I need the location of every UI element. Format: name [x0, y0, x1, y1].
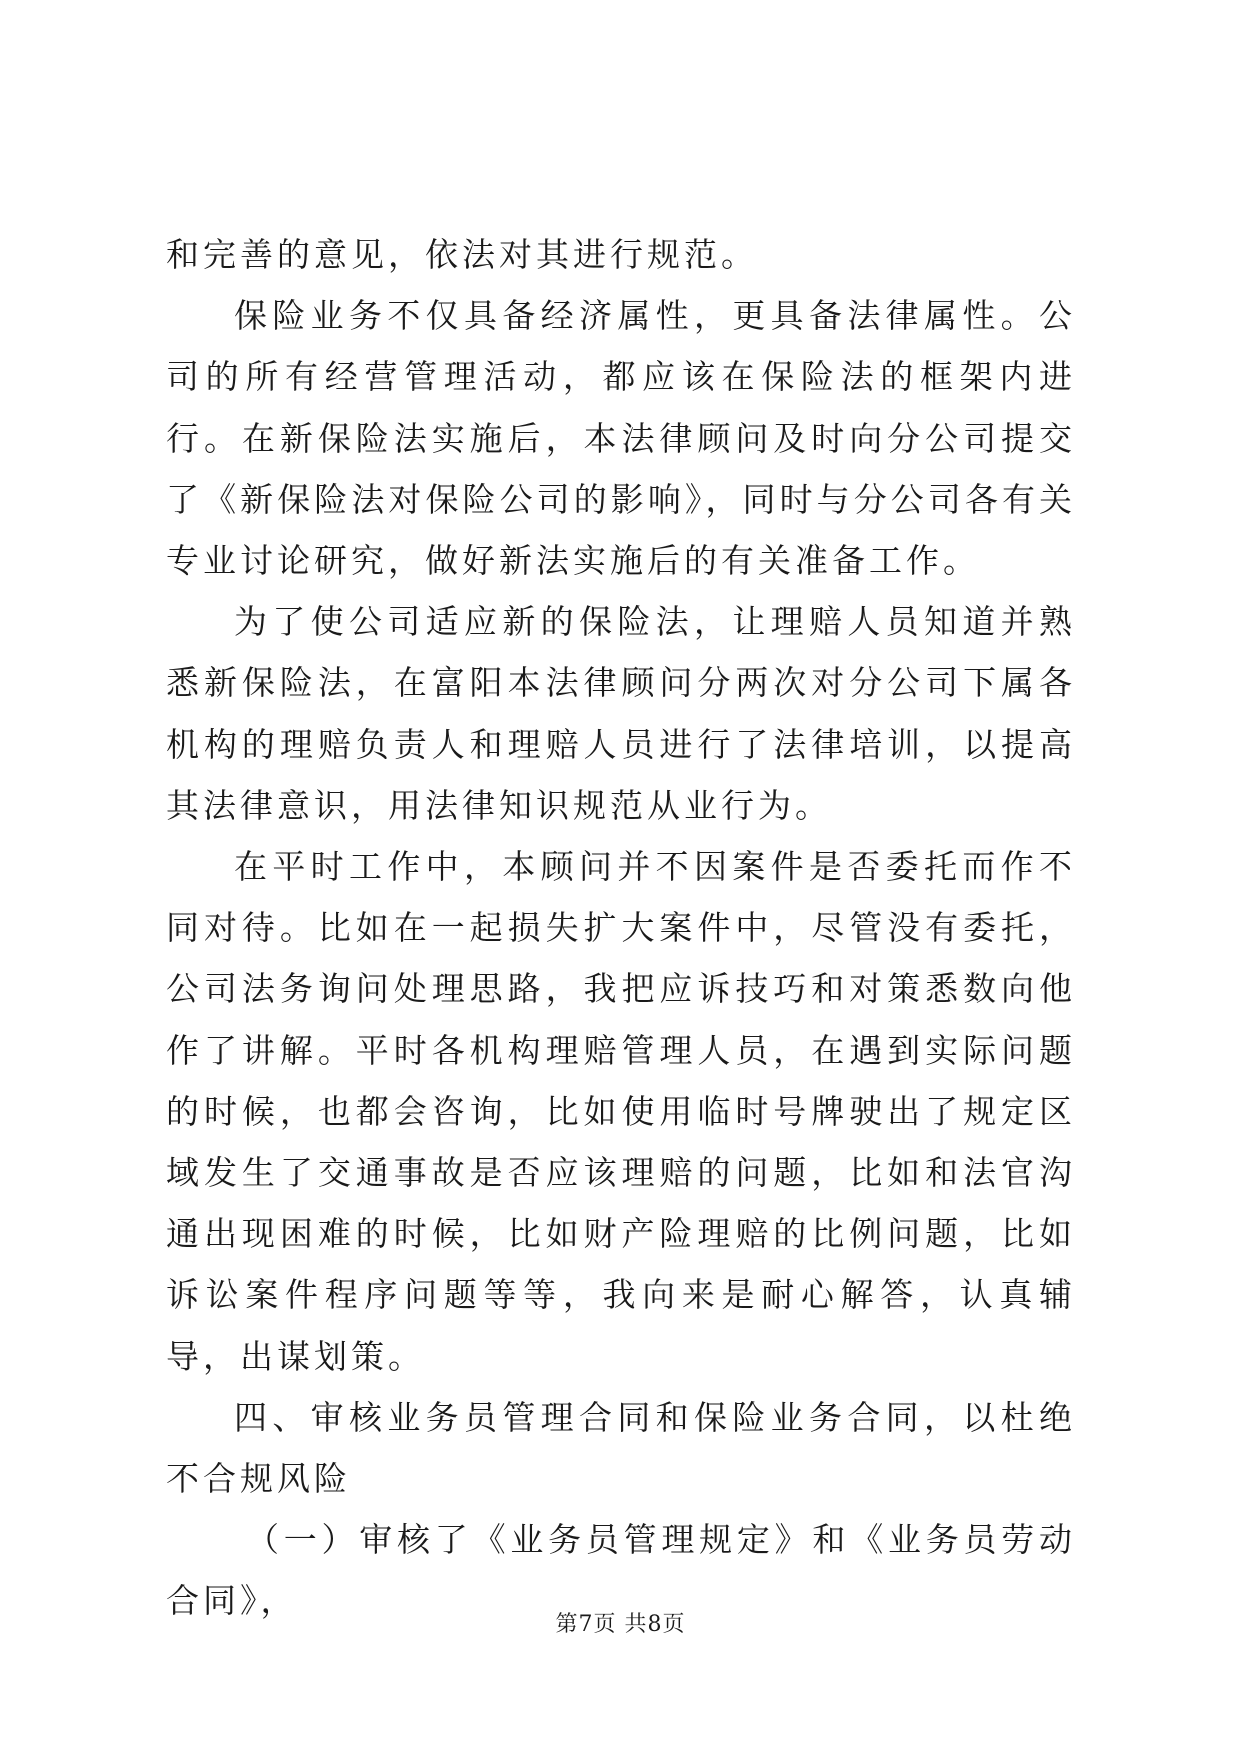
paragraph-training: 为了使公司适应新的保险法，让理赔人员知道并熟悉新保险法，在富阳本法律顾问分两次对分公司下属各机构的理赔负责人和理赔人员进行了法律培训，以提高其法律意识，用法律知识规范从业行为。: [166, 602, 1076, 825]
subsection-one: （一）审核了《业务员管理规定》和《业务员劳动合同》，: [166, 1520, 1076, 1621]
section-heading-four: 四、审核业务员管理合同和保险业务合同，以杜绝不合规风险: [166, 1397, 1076, 1499]
paragraph-daily-work: 在平时工作中，本顾问并不因案件是否委托而作不同对待。比如在一起损失扩大案件中，尽管没有委托，公司法务询问处理思路，我把应诉技巧和对策悉数向他作了讲解。平时各机构理赔管理人员，在遇到实际问题的时候，也都会咨询，比如使用临时号牌驶出了规定区域发生了交通事故是否应该理赔的问题，比如和法官沟通出现困难的时候，比如财产险理赔的比例问题，比如诉讼案件程序问题等等，我向来是耐心解答，认真辅导，出谋划策。: [166, 847, 1076, 1376]
body-text: [166, 224, 1076, 1632]
paragraph-legal-attribute: 保险业务不仅具备经济属性，更具备法律属性。公司的所有经营管理活动，都应该在保险法的框架内进行。在新保险法实施后，本法律顾问及时向分公司提交了《新保险法对保险公司的影响》，同时与分公司各有关专业讨论研究，做好新法实施后的有关准备工作。: [166, 296, 1076, 581]
paragraph-continuation: 和完善的意见，依法对其进行规范。: [166, 235, 758, 274]
page-footer: 第7页 共8页: [555, 1612, 686, 1637]
